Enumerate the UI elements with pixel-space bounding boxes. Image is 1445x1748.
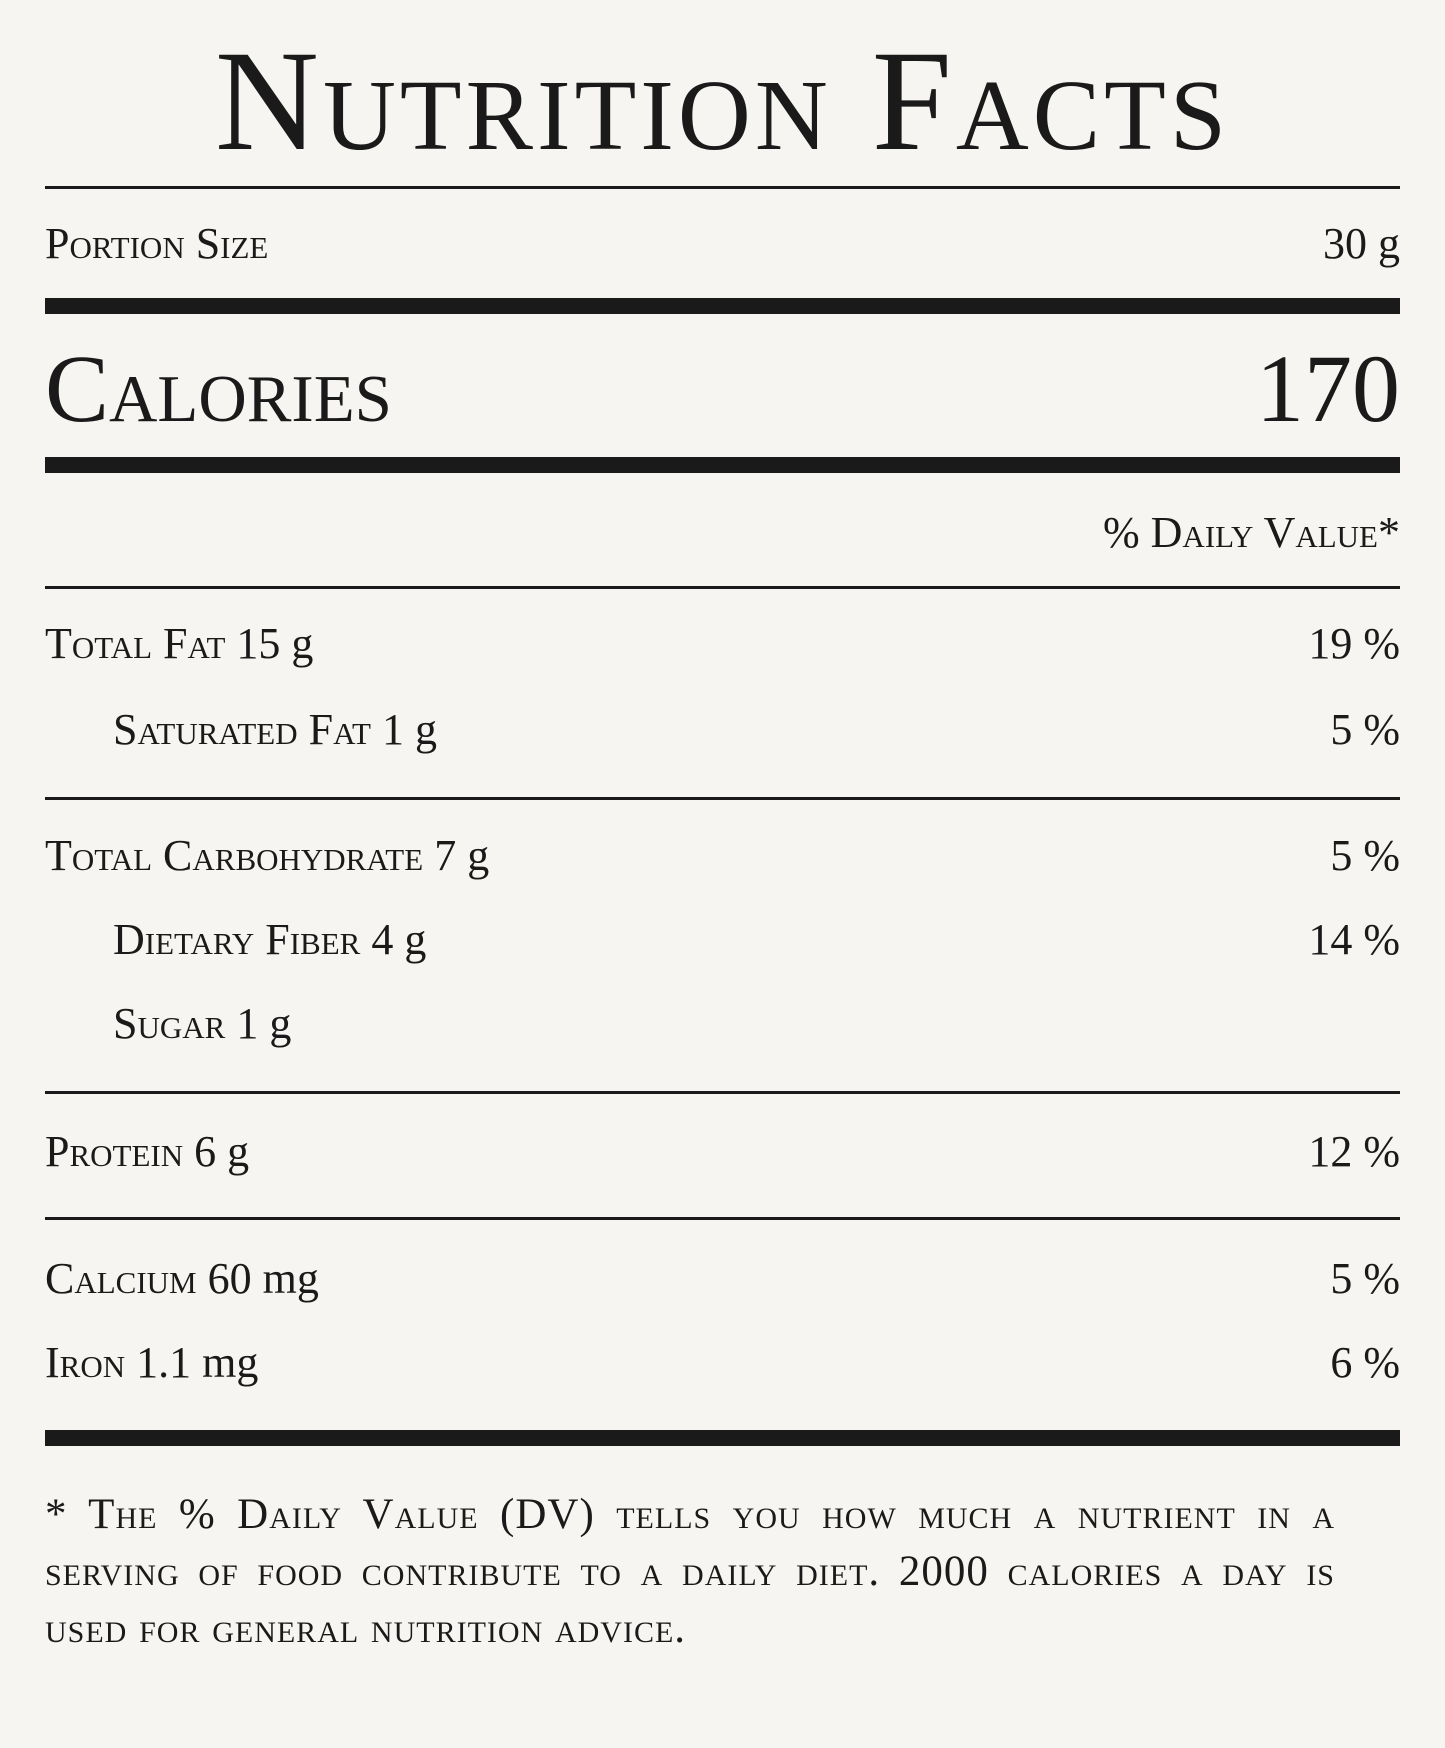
nutrient-dv: 5 %: [1330, 831, 1400, 880]
label-title: Nutrition Facts: [214, 22, 1231, 181]
daily-value-header: % Daily Value*: [1103, 508, 1400, 557]
calories-label: Calories: [45, 335, 392, 442]
nutrient-label: Sugar: [113, 999, 226, 1048]
portion-divider: [45, 298, 1400, 314]
nutrient-dv: 14 %: [1308, 915, 1400, 964]
nutrient-dv: 6 %: [1330, 1338, 1400, 1387]
nutrient-dv: 5 %: [1330, 1254, 1400, 1303]
nutrient-amount: 4 g: [371, 915, 427, 964]
nutrient-label: Dietary Fiber: [113, 915, 361, 964]
nutrient-name: [45, 1335, 258, 1391]
nutrient-row-protein: [45, 1124, 1400, 1180]
nutrient-label: Calcium: [45, 1254, 197, 1303]
nutrient-name: [45, 616, 313, 672]
nutrient-dv: 5 %: [1330, 705, 1400, 754]
protein-divider: [45, 1217, 1400, 1220]
nutrient-label: Total Carbohydrate: [45, 831, 424, 880]
nutrient-amount: 15 g: [236, 619, 314, 668]
nutrient-dv: 19 %: [1308, 619, 1400, 668]
nutrient-name: [113, 702, 437, 758]
carb-divider: [45, 1091, 1400, 1094]
nutrient-name: [113, 996, 291, 1052]
nutrient-amount: 6 g: [194, 1127, 250, 1176]
nutrient-row-calcium: [45, 1251, 1400, 1307]
fat-divider: [45, 797, 1400, 800]
title-divider: [45, 186, 1400, 189]
nutrient-name: [45, 1251, 319, 1307]
footer-divider: [45, 1430, 1400, 1446]
nutrient-dv: 12 %: [1308, 1127, 1400, 1176]
dv-divider: [45, 586, 1400, 589]
calories-value: 170: [1256, 335, 1400, 442]
nutrient-amount: 1 g: [382, 705, 437, 754]
nutrient-label: Protein: [45, 1127, 184, 1176]
portion-value: 30 g: [1323, 219, 1400, 268]
nutrient-amount: 60 mg: [207, 1254, 319, 1303]
calories-row: [45, 334, 1400, 444]
nutrient-label: Iron: [45, 1338, 126, 1387]
portion-label: Portion Size: [45, 219, 269, 268]
nutrient-amount: 7 g: [434, 831, 490, 880]
nutrient-label: Saturated Fat: [113, 705, 371, 754]
footnote: * The % Daily Value (DV) tells you how much a nutrient in a serving of food contribute to a daily diet. 2000 calories a day is used for general nutrition advice.: [45, 1491, 1335, 1652]
nutrient-row-total-carbohydrate: [45, 828, 1400, 884]
nutrient-label: Total Fat: [45, 619, 226, 668]
nutrient-name: [45, 1124, 249, 1180]
portion-row: [45, 216, 1400, 272]
nutrient-amount: 1 g: [236, 999, 292, 1048]
nutrient-name: [45, 828, 489, 884]
nutrient-row-saturated-fat: [113, 702, 1400, 758]
nutrient-row-dietary-fiber: [113, 912, 1400, 968]
nutrient-row-total-fat: [45, 616, 1400, 672]
nutrient-row-iron: [45, 1335, 1400, 1391]
nutrient-name: [113, 912, 426, 968]
nutrient-amount: 1.1 mg: [136, 1338, 259, 1387]
calories-divider: [45, 457, 1400, 473]
nutrient-row-sugar: [113, 996, 1400, 1052]
